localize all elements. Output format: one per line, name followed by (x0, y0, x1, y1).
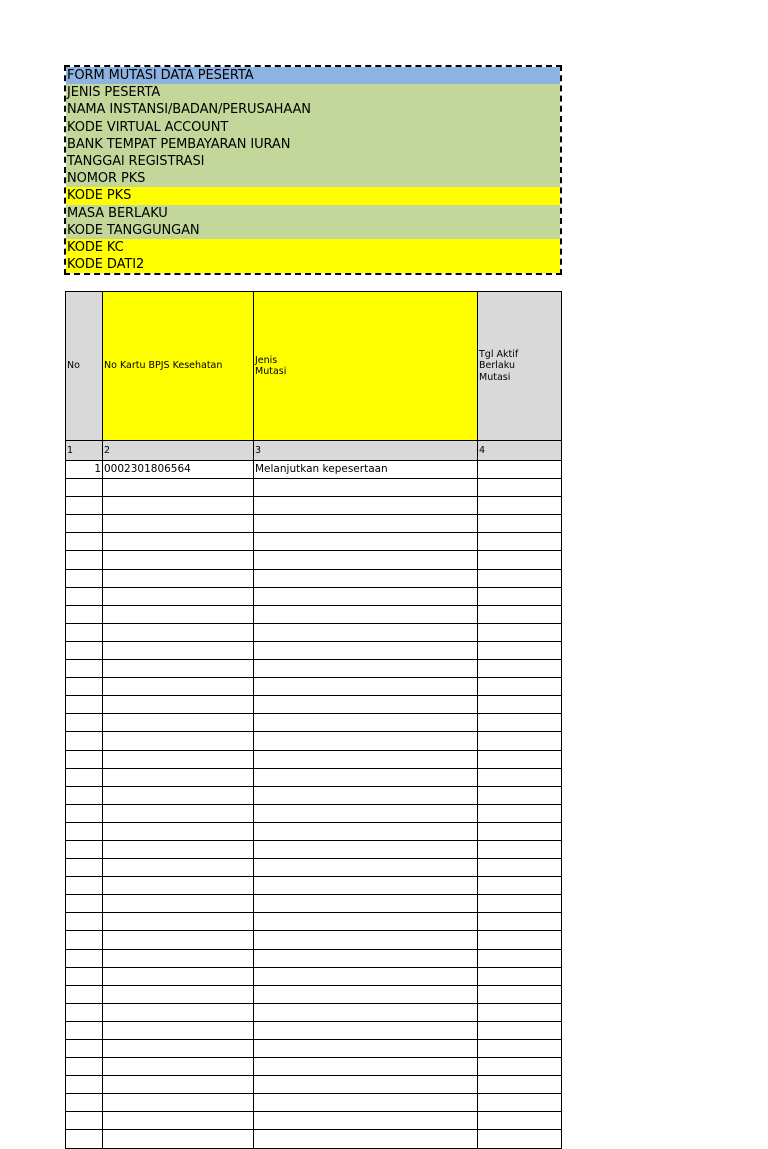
table-row (66, 732, 562, 750)
cell-no[interactable] (66, 768, 103, 786)
table-row (66, 913, 562, 931)
cell-active-date[interactable] (478, 840, 562, 858)
cell-mutation-type[interactable] (254, 786, 478, 804)
cell-no[interactable] (66, 1076, 103, 1094)
cell-card-number[interactable] (103, 479, 254, 497)
cell-card-number[interactable] (103, 732, 254, 750)
table-row (66, 696, 562, 714)
table-row (66, 1021, 562, 1039)
cell-card-number[interactable] (103, 1130, 254, 1148)
cell-active-date[interactable] (478, 1040, 562, 1058)
cell-active-date[interactable] (478, 605, 562, 623)
column-number-row (66, 441, 562, 461)
cell-mutation-type[interactable] (254, 732, 478, 750)
cell-active-date[interactable] (478, 750, 562, 768)
cell-no[interactable] (66, 877, 103, 895)
cell-active-date[interactable] (478, 804, 562, 822)
table-row (66, 750, 562, 768)
cell-active-date[interactable] (478, 641, 562, 659)
cell-active-date[interactable] (478, 696, 562, 714)
header-row-label[interactable]: JENIS PESERTA (66, 84, 560, 101)
cell-mutation-type[interactable] (254, 1003, 478, 1021)
cell-active-date[interactable] (478, 678, 562, 696)
header-row-label[interactable]: BANK TEMPAT PEMBAYARAN IURAN (66, 136, 560, 153)
table-row (66, 877, 562, 895)
cell-no[interactable] (66, 895, 103, 913)
cell-active-date[interactable] (478, 1058, 562, 1076)
cell-mutation-type[interactable] (254, 1021, 478, 1039)
cell-card-number[interactable] (103, 877, 254, 895)
cell-active-date[interactable] (478, 479, 562, 497)
cell-active-date[interactable] (478, 1094, 562, 1112)
cell-card-number[interactable] (103, 551, 254, 569)
table-row (66, 1003, 562, 1021)
column-number-cell: 2 (103, 441, 254, 461)
cell-mutation-type[interactable] (254, 931, 478, 949)
cell-active-date[interactable] (478, 859, 562, 877)
table-row (66, 479, 562, 497)
cell-no[interactable] (66, 750, 103, 768)
cell-no[interactable] (66, 967, 103, 985)
cell-card-number[interactable] (103, 569, 254, 587)
cell-mutation-type[interactable] (254, 840, 478, 858)
cell-active-date[interactable] (478, 533, 562, 551)
cell-no[interactable] (66, 479, 103, 497)
cell-mutation-type[interactable] (254, 479, 478, 497)
form-header-block (64, 65, 562, 275)
cell-card-number[interactable] (103, 1021, 254, 1039)
cell-mutation-type[interactable] (254, 985, 478, 1003)
cell-mutation-type[interactable] (254, 1058, 478, 1076)
cell-active-date[interactable] (478, 660, 562, 678)
header-row-label[interactable]: KODE DATI2 (66, 256, 560, 273)
cell-active-date[interactable] (478, 551, 562, 569)
cell-active-date[interactable] (478, 768, 562, 786)
cell-no[interactable] (66, 696, 103, 714)
cell-no[interactable] (66, 859, 103, 877)
cell-active-date[interactable] (478, 623, 562, 641)
cell-active-date[interactable] (478, 895, 562, 913)
cell-active-date[interactable] (478, 967, 562, 985)
cell-mutation-type[interactable] (254, 822, 478, 840)
table-row (66, 660, 562, 678)
cell-card-number[interactable] (103, 1058, 254, 1076)
cell-card-number[interactable] (103, 840, 254, 858)
column-header-active-date: Tgl Aktif Berlaku Mutasi (478, 292, 562, 441)
cell-no[interactable] (66, 931, 103, 949)
cell-mutation-type[interactable] (254, 1094, 478, 1112)
cell-no[interactable] (66, 515, 103, 533)
cell-mutation-type[interactable] (254, 696, 478, 714)
column-header-no: No (66, 292, 103, 441)
cell-card-number[interactable] (103, 949, 254, 967)
cell-card-number[interactable] (103, 641, 254, 659)
header-row-label[interactable]: TANGGAl REGISTRASI (66, 153, 560, 170)
cell-card-number[interactable] (103, 1040, 254, 1058)
cell-card-number[interactable] (103, 786, 254, 804)
table-row (66, 1094, 562, 1112)
table-row (66, 786, 562, 804)
column-number-cell: 1 (66, 441, 103, 461)
cell-no[interactable] (66, 1094, 103, 1112)
cell-card-number[interactable] (103, 967, 254, 985)
cell-no[interactable] (66, 1040, 103, 1058)
table-row (66, 623, 562, 641)
cell-no[interactable] (66, 985, 103, 1003)
cell-active-date[interactable] (478, 949, 562, 967)
table-row (66, 678, 562, 696)
cell-mutation-type[interactable] (254, 949, 478, 967)
cell-active-date[interactable] (478, 732, 562, 750)
cell-no[interactable] (66, 533, 103, 551)
cell-no[interactable] (66, 605, 103, 623)
cell-card-number[interactable] (103, 515, 254, 533)
cell-active-date[interactable] (478, 1021, 562, 1039)
cell-card-number[interactable] (103, 605, 254, 623)
table-row (66, 551, 562, 569)
table-row (66, 569, 562, 587)
table-row (66, 822, 562, 840)
table-row (66, 804, 562, 822)
cell-no[interactable] (66, 949, 103, 967)
mutation-table-wrapper (65, 291, 562, 1149)
cell-no[interactable] (66, 641, 103, 659)
cell-active-date[interactable] (478, 569, 562, 587)
cell-no[interactable] (66, 660, 103, 678)
cell-card-number[interactable] (103, 714, 254, 732)
cell-card-number[interactable] (103, 533, 254, 551)
header-row-label[interactable]: NOMOR PKS (66, 170, 560, 187)
cell-active-date[interactable] (478, 461, 562, 479)
cell-no[interactable] (66, 804, 103, 822)
table-row (66, 967, 562, 985)
cell-card-number[interactable] (103, 1112, 254, 1130)
cell-active-date[interactable] (478, 822, 562, 840)
cell-active-date[interactable] (478, 985, 562, 1003)
cell-no[interactable] (66, 913, 103, 931)
table-row (66, 985, 562, 1003)
cell-mutation-type[interactable] (254, 768, 478, 786)
cell-no[interactable] (66, 1058, 103, 1076)
cell-no[interactable]: 1 (66, 461, 103, 479)
cell-card-number[interactable] (103, 913, 254, 931)
cell-active-date[interactable] (478, 931, 562, 949)
cell-mutation-type[interactable] (254, 533, 478, 551)
cell-no[interactable] (66, 569, 103, 587)
table-row (66, 895, 562, 913)
cell-no[interactable] (66, 623, 103, 641)
table-row (66, 533, 562, 551)
table-row (66, 840, 562, 858)
cell-active-date[interactable] (478, 1003, 562, 1021)
cell-mutation-type[interactable] (254, 714, 478, 732)
header-row-label[interactable]: NAMA INSTANSI/BADAN/PERUSAHAAN (66, 101, 560, 118)
cell-mutation-type[interactable] (254, 497, 478, 515)
cell-mutation-type[interactable] (254, 750, 478, 768)
cell-no[interactable] (66, 840, 103, 858)
table-row (66, 587, 562, 605)
cell-no[interactable] (66, 497, 103, 515)
cell-card-number[interactable] (103, 822, 254, 840)
cell-card-number[interactable]: 0002301806564 (103, 461, 254, 479)
cell-card-number[interactable] (103, 1076, 254, 1094)
cell-active-date[interactable] (478, 497, 562, 515)
cell-card-number[interactable] (103, 895, 254, 913)
cell-mutation-type[interactable] (254, 859, 478, 877)
cell-mutation-type[interactable] (254, 1130, 478, 1148)
cell-no[interactable] (66, 587, 103, 605)
header-row-label[interactable]: KODE KC (66, 239, 560, 256)
column-number-cell: 4 (478, 441, 562, 461)
table-row (66, 1076, 562, 1094)
cell-card-number[interactable] (103, 804, 254, 822)
cell-mutation-type[interactable] (254, 660, 478, 678)
cell-card-number[interactable] (103, 931, 254, 949)
table-row (66, 1040, 562, 1058)
cell-active-date[interactable] (478, 913, 562, 931)
cell-card-number[interactable] (103, 1094, 254, 1112)
cell-no[interactable] (66, 551, 103, 569)
header-row-label[interactable]: KODE VIRTUAL ACCOUNT (66, 119, 560, 136)
cell-mutation-type[interactable] (254, 913, 478, 931)
cell-no[interactable] (66, 714, 103, 732)
cell-card-number[interactable] (103, 497, 254, 515)
cell-mutation-type[interactable] (254, 804, 478, 822)
table-row (66, 1058, 562, 1076)
cell-mutation-type[interactable] (254, 1076, 478, 1094)
cell-no[interactable] (66, 1130, 103, 1148)
cell-mutation-type[interactable] (254, 515, 478, 533)
table-row (66, 461, 562, 479)
cell-mutation-type[interactable] (254, 623, 478, 641)
cell-card-number[interactable] (103, 587, 254, 605)
column-header-mutation-type: Jenis Mutasi (254, 292, 478, 441)
cell-mutation-type[interactable]: Melanjutkan kepesertaan (254, 461, 478, 479)
cell-mutation-type[interactable] (254, 551, 478, 569)
cell-active-date[interactable] (478, 1076, 562, 1094)
table-header-row (66, 292, 562, 441)
table-row (66, 641, 562, 659)
cell-card-number[interactable] (103, 623, 254, 641)
table-row (66, 931, 562, 949)
cell-no[interactable] (66, 1003, 103, 1021)
cell-mutation-type[interactable] (254, 967, 478, 985)
cell-mutation-type[interactable] (254, 877, 478, 895)
cell-no[interactable] (66, 1112, 103, 1130)
cell-mutation-type[interactable] (254, 678, 478, 696)
mutation-table (65, 291, 562, 1149)
cell-mutation-type[interactable] (254, 1040, 478, 1058)
cell-active-date[interactable] (478, 786, 562, 804)
table-row (66, 714, 562, 732)
cell-no[interactable] (66, 732, 103, 750)
cell-mutation-type[interactable] (254, 587, 478, 605)
cell-mutation-type[interactable] (254, 641, 478, 659)
column-header-card-number: No Kartu BPJS Kesehatan (103, 292, 254, 441)
header-row-label[interactable]: MASA BERLAKU (66, 205, 560, 222)
table-row (66, 605, 562, 623)
cell-active-date[interactable] (478, 714, 562, 732)
cell-no[interactable] (66, 822, 103, 840)
cell-card-number[interactable] (103, 696, 254, 714)
cell-mutation-type[interactable] (254, 569, 478, 587)
cell-active-date[interactable] (478, 877, 562, 895)
header-row-label[interactable]: KODE TANGGUNGAN (66, 222, 560, 239)
cell-active-date[interactable] (478, 1112, 562, 1130)
cell-active-date[interactable] (478, 1130, 562, 1148)
cell-card-number[interactable] (103, 768, 254, 786)
table-body (66, 461, 562, 1149)
table-row (66, 1112, 562, 1130)
table-row (66, 768, 562, 786)
cell-mutation-type[interactable] (254, 895, 478, 913)
cell-card-number[interactable] (103, 985, 254, 1003)
table-row (66, 515, 562, 533)
cell-active-date[interactable] (478, 515, 562, 533)
cell-card-number[interactable] (103, 859, 254, 877)
cell-card-number[interactable] (103, 750, 254, 768)
header-row-label[interactable]: KODE PKS (66, 187, 560, 204)
cell-active-date[interactable] (478, 587, 562, 605)
cell-no[interactable] (66, 786, 103, 804)
cell-card-number[interactable] (103, 1003, 254, 1021)
cell-no[interactable] (66, 678, 103, 696)
table-row (66, 859, 562, 877)
cell-mutation-type[interactable] (254, 605, 478, 623)
cell-card-number[interactable] (103, 660, 254, 678)
column-number-cell: 3 (254, 441, 478, 461)
header-row-label[interactable]: FORM MUTASI DATA PESERTA (66, 67, 560, 84)
cell-card-number[interactable] (103, 678, 254, 696)
table-row (66, 497, 562, 515)
cell-no[interactable] (66, 1021, 103, 1039)
table-row (66, 949, 562, 967)
table-row (66, 1130, 562, 1148)
cell-mutation-type[interactable] (254, 1112, 478, 1130)
